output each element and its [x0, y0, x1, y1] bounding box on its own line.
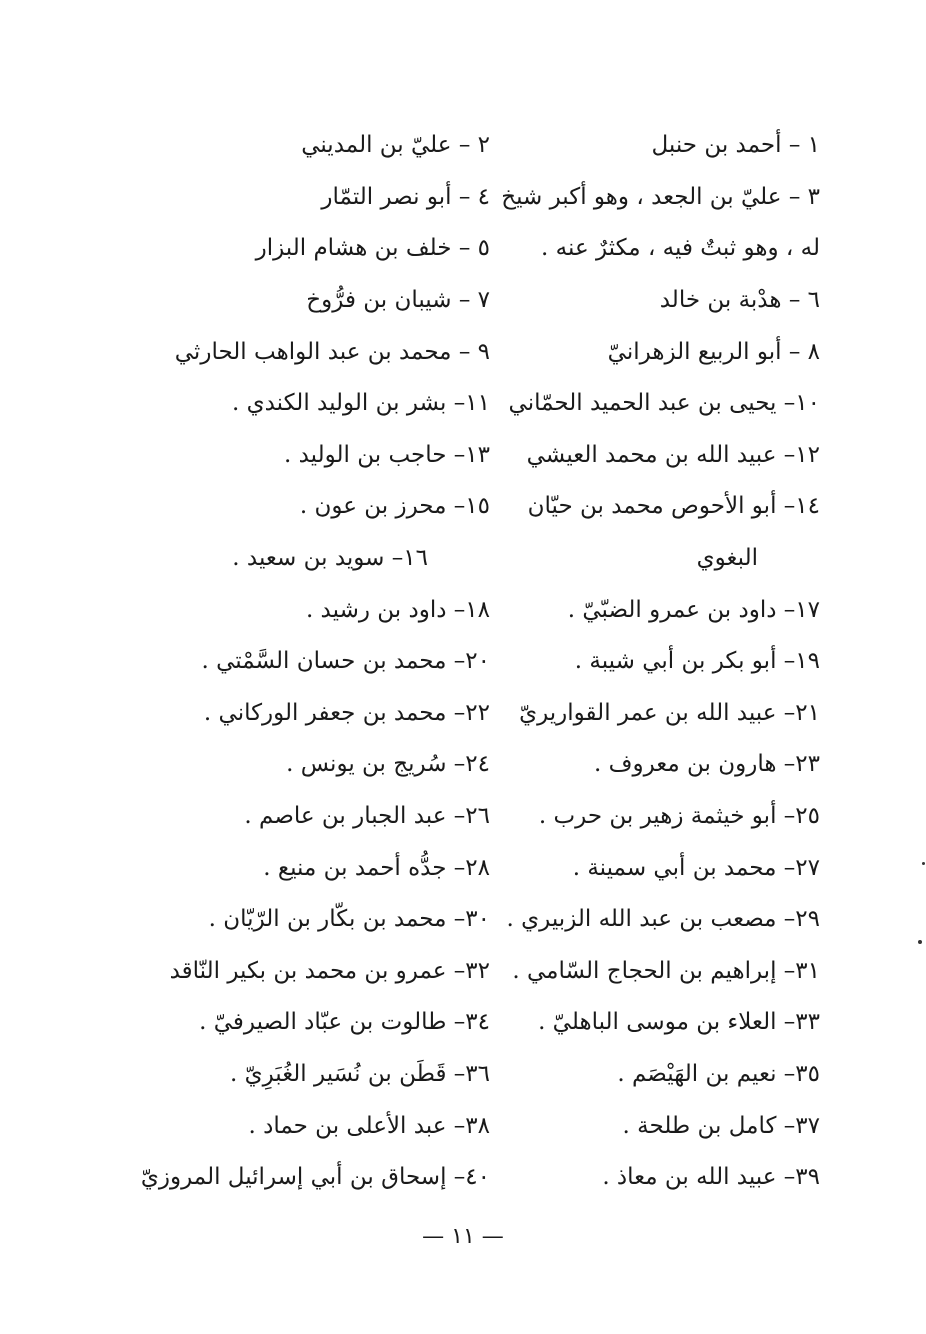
list-item-left: ٤ – أبو نصر التمّار [321, 183, 490, 210]
list-item-left: ٥ – خلف بن هشام البزار [255, 235, 490, 262]
list-item-left: ١٣– حاجب بن الوليد . [283, 441, 490, 468]
list-row [110, 533, 820, 585]
list-item-right: ١ – أحمد بن حنبل [651, 132, 820, 159]
list-item-left: ٢٨– جدُّه أحمد بن منيع . [263, 854, 490, 881]
ink-speck [918, 940, 922, 944]
list-item-left: ٢٦– عبد الجبار بن عاصم . [244, 803, 490, 830]
list-row [110, 946, 820, 998]
list-row [110, 791, 820, 843]
list-item-right: ٢٥– أبو خيثمة زهير بن حرب . [538, 803, 820, 830]
list-item-right: ٢٣– هارون بن معروف . [594, 751, 820, 778]
list-row [110, 326, 820, 378]
list-row [110, 378, 820, 430]
list-item-left: ١٥– محرز بن عون . [299, 493, 490, 520]
list-item-right: البغوي [696, 545, 758, 572]
list-item-left: ١١– بشر بن الوليد الكندي . [231, 390, 490, 417]
list-item-right: ٦ – هدْبة بن خالد [659, 287, 820, 314]
list-item-left: ٣٨– عبد الأعلى بن حماد . [248, 1112, 490, 1139]
list-item-right: ١٩– أبو بكر بن أبي شيبة . [574, 648, 820, 675]
list-item-right: ١٠– يحيى بن عبد الحميد الحمّاني [508, 390, 820, 417]
list-row [110, 172, 820, 224]
list-row [110, 636, 820, 688]
list-item-left: ١٨– داود بن رشيد . [305, 596, 490, 623]
list-row [110, 223, 820, 275]
list-row [110, 739, 820, 791]
list-item-left: ٣٠– محمد بن بكّار بن الرّيّان . [208, 906, 490, 933]
narrators-list [110, 120, 820, 1203]
list-row [110, 1152, 820, 1204]
list-item-left: ٢ – عليّ بن المديني [301, 132, 490, 159]
list-row [110, 120, 820, 172]
list-item-left: ٢٢– محمد بن جعفر الوركاني . [203, 699, 490, 726]
list-item-right: ١٢– عبيد الله بن محمد العيشي [526, 441, 820, 468]
list-row [110, 688, 820, 740]
list-row [110, 997, 820, 1049]
list-item-left: ٢٠– محمد بن حسان السَّمْتي . [201, 648, 490, 675]
list-item-right: ١٤– أبو الأحوص محمد بن حيّان [527, 493, 820, 520]
list-item-right: ٢٩– مصعب بن عبد الله الزبيري . [506, 906, 820, 933]
list-item-right: ١٧– داود بن عمرو الضبّيّ . [567, 596, 820, 623]
list-item-right: ٣١– إبراهيم بن الحجاج السّامي . [512, 957, 820, 984]
list-row [110, 1049, 820, 1101]
list-row [110, 842, 820, 894]
list-row [110, 481, 820, 533]
list-row [110, 430, 820, 482]
list-row [110, 275, 820, 327]
list-item-right: ٣٧– كامل بن طلحة . [622, 1112, 820, 1139]
ink-speck [922, 862, 925, 865]
list-item-right: ٣٣– العلاء بن موسى الباهليّ . [538, 1009, 820, 1036]
list-item-right: ٢٧– محمد بن أبي سمينة . [572, 854, 820, 881]
list-item-right: له ، وهو ثبتٌ فيه ، مكثرٌ عنه . [541, 235, 820, 262]
list-item-left: ٣٢– عمرو بن محمد بن بكير النّاقد [169, 957, 490, 984]
list-item-left: ١٦– سويد بن سعيد . [232, 545, 428, 572]
list-item-left: ٣٦– قَطَن بن نُسَير الغُبَرِيّ . [229, 1060, 490, 1087]
list-item-left: ٧ – شيبان بن فرُّوخ [306, 287, 490, 314]
list-item-left: ٩ – محمد بن عبد الواهب الحارثي [174, 338, 490, 365]
list-item-left: ٣٤– طالوت بن عبّاد الصيرفيّ . [199, 1009, 490, 1036]
list-row [110, 894, 820, 946]
list-row [110, 584, 820, 636]
list-item-right: ٣ – عليّ بن الجعد ، وهو أكبر شيخ [501, 183, 820, 210]
list-item-right: ٨ – أبو الربيع الزهرانيّ [607, 338, 820, 365]
list-item-left: ٤٠– إسحاق بن أبي إسرائيل المروزيّ [140, 1164, 490, 1191]
list-item-left: ٢٤– سُريج بن يونس . [286, 751, 490, 778]
list-item-right: ٢١– عبيد الله بن عمر القواريريّ [519, 699, 820, 726]
page-number: — ١١ — [422, 1224, 504, 1249]
list-item-right: ٣٥– نعيم بن الهَيْصَم . [617, 1060, 820, 1087]
list-row [110, 1100, 820, 1152]
list-item-right: ٣٩– عبيد الله بن معاذ . [602, 1164, 820, 1191]
